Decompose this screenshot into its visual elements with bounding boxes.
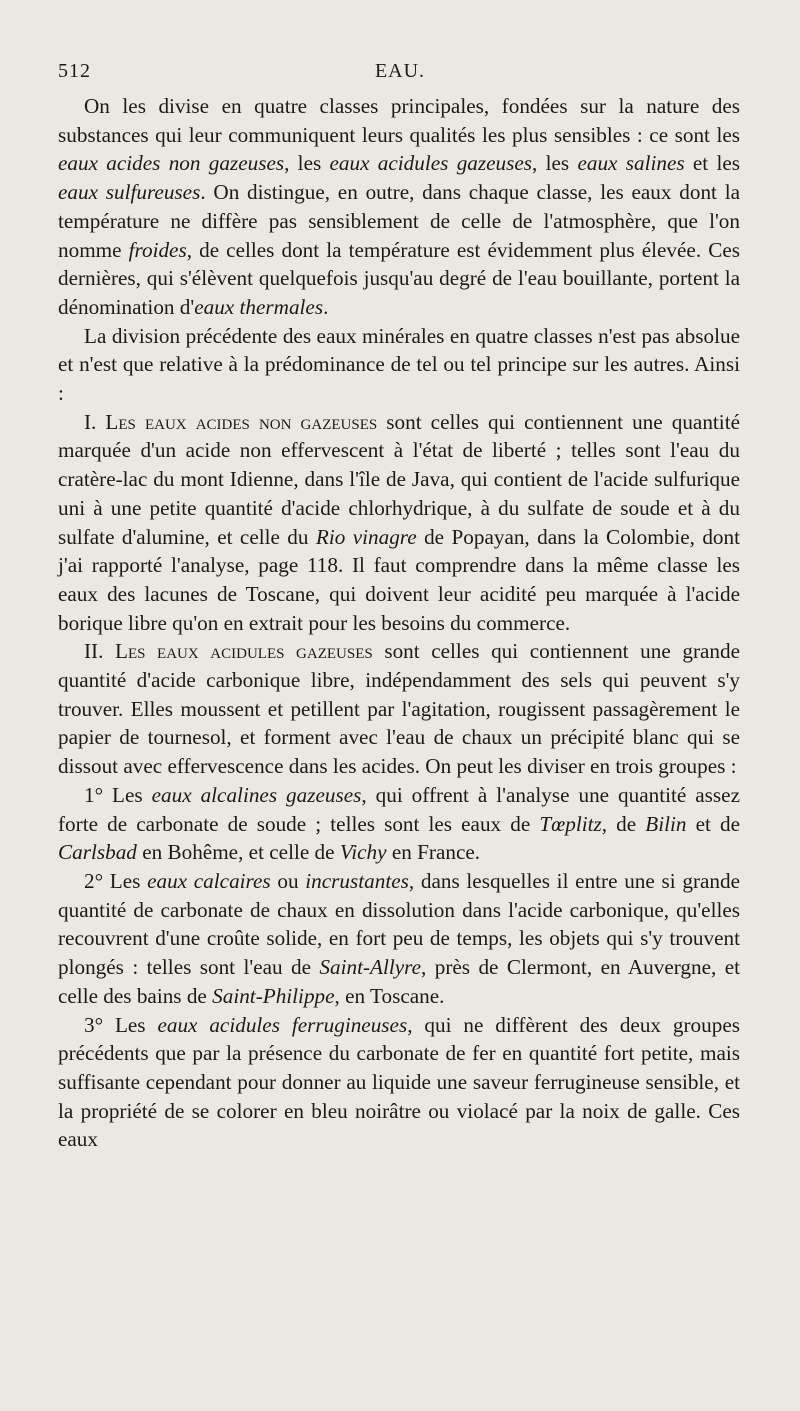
- paragraph-division: La division précédente des eaux minérales en quatre classes n'est pas absolue et n'est que relative à la prédominance de tel ou tel principe sur les autres. Ainsi :: [58, 323, 740, 406]
- running-head: EAU.: [374, 60, 426, 82]
- page-number: 512: [58, 60, 91, 82]
- paragraph-group-2: 2° Les eaux calcaires ou incrustantes, dans lesquelles il entre une si grande quantité de carbonate de chaux en dissolution dans l'acide carbonique, qu'elles recouvrent d'une croûte solide, en fort peu de temps, les objets qui s'y trouvent plongés : telles sont l'eau de Saint-Allyre, près de Clermont, en Auvergne, et celle des bains de Saint-Philippe, en Toscane.: [58, 868, 741, 1008]
- paragraph-acid-waters: I. Les eaux acides non gazeuses sont celles qui contiennent une quantité marquée d'un acide non effervescent à l'état de liberté ; telles sont l'eau du cratère-lac du mont Idienne, dans l'île de Java, qui contient de l'acide sulfurique uni à une petite quantité d'acide chlorhydrique, à du sulfate de soude et à du sulfate d'alumine, et celle du Rio vinagre de Popayan, dans la Colombie, dont j'ai rapporté l'analyse, page 118. Il faut comprendre dans la même classe les eaux des lacunes de Toscane, qui doivent leur acidité peu marquée à l'acide borique libre qu'on en extrait pour les besoins du commerce.: [58, 409, 740, 635]
- paragraph-acidulous-waters: II. Les eaux acidules gazeuses sont celles qui contiennent une grande quantité d'acide carbonique libre, indépendamment des sels qui peuvent s'y trouver. Elles moussent et petillent par l'agitation, rougissent passagèrement le papier de tournesol, et forment avec l'eau de chaux un précipité blanc qui se dissout avec effervescence dans les acides. On peut les diviser en trois groupes :: [58, 639, 740, 779]
- page-header: [58, 60, 742, 86]
- paragraph-group-1: 1° Les eaux alcalines gazeuses, qui offrent à l'analyse une quantité assez forte de carbonate de soude ; telles sont les eaux de Tœplitz, de Bilin et de Carlsbad en Bohême, et celle de Vichy en France.: [58, 782, 740, 865]
- paragraph-classification: On les divise en quatre classes principales, fondées sur la nature des substances qui leur communiquent leurs qualités les plus sensibles : ce sont les eaux acides non gazeuses, les eaux acidules gazeuses, les eaux salines et les eaux sulfureuses. On distingue, en outre, dans chaque classe, les eaux dont la température ne diffère pas sensiblement de celle de l'atmosphère, que l'on nomme froides, de celles dont la température est évidemment plus élevée. Ces dernières, qui s'élèvent quelquefois jusqu'au degré de l'eau bouillante, portent la dénomination d'eaux thermales.: [58, 94, 740, 319]
- paragraph-group-3: 3° Les eaux acidules ferrugineuses, qui ne diffèrent des deux groupes précédents que par la présence du carbonate de fer en quantité fort petite, mais suffisante cependant pour donner au liquide une saveur ferrugineuse sensible, et la propriété de se colorer en bleu noirâtre ou violacé par la noix de galle. Ces eaux: [58, 1012, 740, 1152]
- body-text: [58, 92, 740, 1154]
